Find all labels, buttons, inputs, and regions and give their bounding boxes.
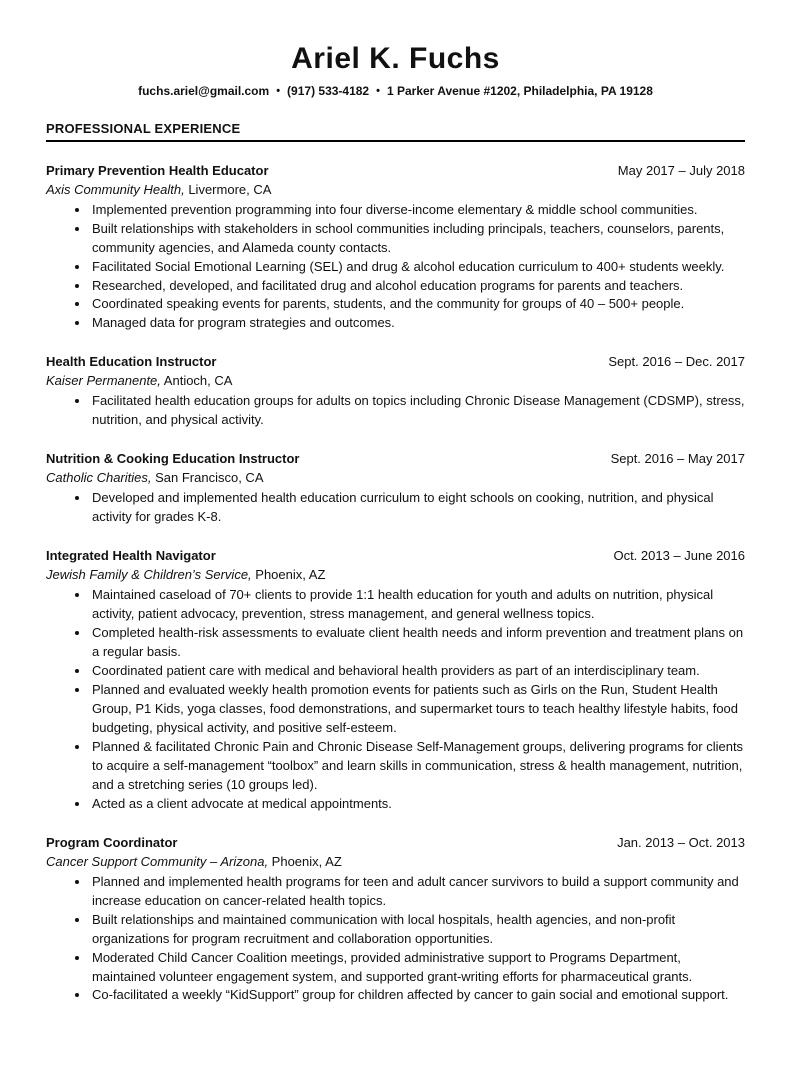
job-location: Phoenix, AZ <box>268 853 342 869</box>
job-dates: May 2017 – July 2018 <box>617 162 745 178</box>
job-title: Nutrition & Cooking Education Instructor <box>46 451 300 467</box>
bullet-item: • Facilitated Social Emotional Learning (SEL) and drug & alcohol education curriculum to 400+ students weekly. <box>90 258 745 277</box>
bullet-item: • Developed and implemented health education curriculum to eight schools on cooking, nutrition, and physical activity for grades K-8. <box>90 489 745 527</box>
job-header <box>46 547 745 566</box>
bullet-item: • Facilitated health education groups for adults on topics including Chronic Disease Management (CDSMP), stress, nutrition, and physical activity. <box>90 392 745 430</box>
job-dates: Oct. 2013 – June 2016 <box>613 548 745 564</box>
job-title: Primary Prevention Health Educator <box>46 162 269 178</box>
email-text: fuchs.ariel@gmail.com <box>138 83 270 98</box>
job-location: San Francisco, CA <box>151 470 264 486</box>
job-employer <box>46 372 745 391</box>
bullet-item: • Maintained caseload of 70+ clients to provide 1:1 health education for youth and adults on nutrition, physical activity, patient advocacy, prevention, stress management, and general wellness topics. <box>90 586 745 624</box>
bullet-item: • Managed data for program strategies and outcomes. <box>90 314 745 333</box>
job-header <box>46 450 745 469</box>
bullet-item: • Built relationships with stakeholders in school communities including principals, teachers, counselors, parents, community agencies, and Alameda county contacts. <box>90 220 745 258</box>
job-entry <box>46 450 745 527</box>
job-bullets <box>46 586 745 814</box>
job-dates: Sept. 2016 – May 2017 <box>610 451 745 467</box>
job-location: Antioch, CA <box>160 373 233 389</box>
bullet-item: • Built relationships and maintained communication with local hospitals, health agencies, and non-profit organizations for program recruitment and collaboration opportunities. <box>90 911 745 949</box>
bullet-item: • Moderated Child Cancer Coalition meetings, provided administrative support to Programs Department, maintained volunteer engagement system, and supported grant-writing efforts for pharmaceutical grants. <box>90 949 745 987</box>
phone-text: (917) 533-4182 <box>287 83 370 98</box>
jobs-list <box>46 162 745 1006</box>
job-employer <box>46 469 745 488</box>
bullet-item: • Completed health-risk assessments to evaluate client health needs and inform prevention and treatment plans on a regular basis. <box>90 624 745 662</box>
job-title: Program Coordinator <box>46 834 178 850</box>
job-dates: Sept. 2016 – Dec. 2017 <box>608 354 745 370</box>
company-name: Catholic Charities, <box>46 470 152 486</box>
bullet-item: • Coordinated patient care with medical and behavioral health providers as part of an interdisciplinary team. <box>90 662 745 681</box>
bullet-item: • Planned & facilitated Chronic Pain and Chronic Disease Self-Management groups, delivering programs for clients to acquire a self-management “toolbox” and learn skills in communication, stress & health management, nutrition, and a stretching series (10 groups led). <box>90 738 745 795</box>
address-text: 1 Parker Avenue #1202, Philadelphia, PA 19128 <box>386 83 653 98</box>
bullet-item: • Co-facilitated a weekly “KidSupport” group for children affected by cancer to gain social and emotional support. <box>90 986 745 1005</box>
job-header <box>46 162 745 181</box>
job-location: Phoenix, AZ <box>251 567 326 583</box>
name-heading: Ariel K. Fuchs <box>291 42 500 75</box>
job-bullets <box>46 873 745 1006</box>
job-entry <box>46 162 745 334</box>
job-bullets <box>46 201 745 334</box>
job-employer <box>46 181 745 200</box>
job-employer <box>46 566 745 585</box>
bullet-item: • Planned and implemented health programs for teen and adult cancer survivors to build a support community and increase education on cancer-related health topics. <box>90 873 745 911</box>
bullet-item: • Coordinated speaking events for parents, students, and the community for groups of 40 – 500+ people. <box>90 295 745 314</box>
job-entry <box>46 353 745 430</box>
job-header <box>46 834 745 853</box>
bullet-item: • Acted as a client advocate at medical appointments. <box>90 795 745 814</box>
job-dates: Jan. 2013 – Oct. 2013 <box>617 834 745 850</box>
company-name: Kaiser Permanente, <box>46 373 161 389</box>
job-entry <box>46 834 745 1006</box>
contact-line <box>46 84 745 100</box>
job-employer <box>46 853 745 872</box>
job-entry <box>46 547 745 814</box>
job-bullets <box>46 392 745 430</box>
bullet-item: • Implemented prevention programming into four diverse-income elementary & middle school communities. <box>90 201 745 220</box>
bullet-item: • Researched, developed, and facilitated drug and alcohol education programs for parents and teachers. <box>90 277 745 296</box>
bullet-separator: • <box>376 84 380 97</box>
company-name: Jewish Family & Children’s Service, <box>46 567 252 583</box>
bullet-item: • Planned and evaluated weekly health promotion events for patients such as Girls on the Run, Student Health Group, P1 Kids, yoga classes, food demonstrations, and supermarket tours to teach healthy lifestyle habits, food budgeting, physical activity, and positive self-esteem. <box>90 681 745 738</box>
section-heading-professional-experience: PROFESSIONAL EXPERIENCE <box>46 121 745 142</box>
job-location: Livermore, CA <box>184 181 272 197</box>
job-title: Health Education Instructor <box>46 354 217 370</box>
job-title: Integrated Health Navigator <box>46 548 216 564</box>
company-name: Cancer Support Community – Arizona, <box>46 853 269 869</box>
job-header <box>46 353 745 372</box>
company-name: Axis Community Health, <box>46 181 185 197</box>
job-bullets <box>46 489 745 527</box>
bullet-separator: • <box>276 84 281 97</box>
